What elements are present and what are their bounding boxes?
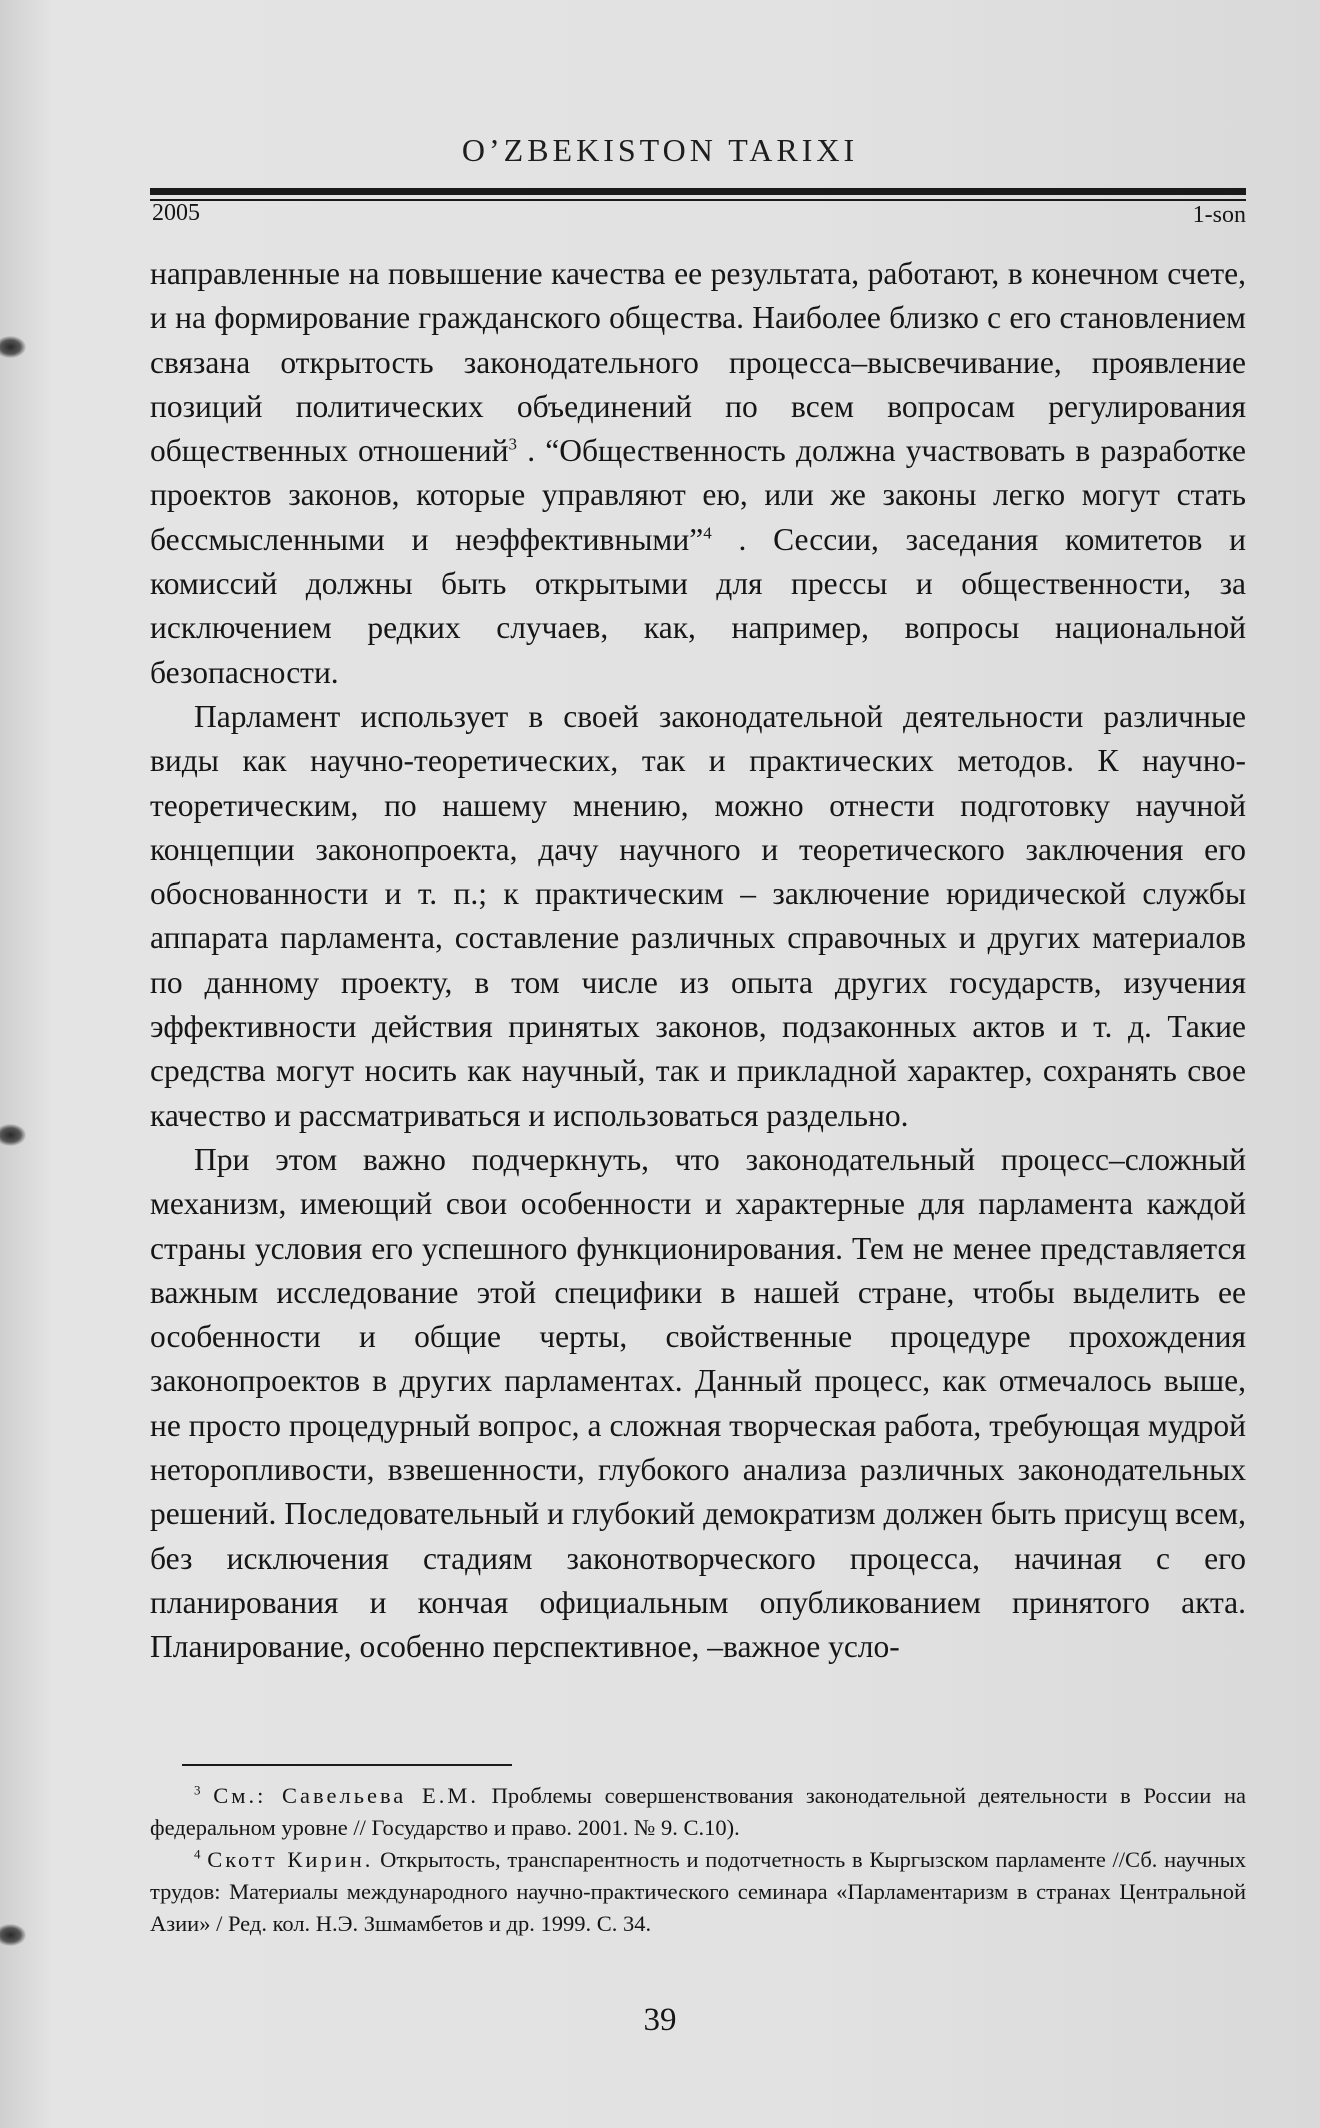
header-rule bbox=[150, 188, 1246, 195]
footnote-ref: 4 bbox=[703, 523, 712, 543]
page-number: 39 bbox=[643, 2002, 677, 2038]
footnote bbox=[150, 1780, 1246, 1844]
article-body bbox=[150, 252, 1246, 1670]
footnote-text: Открытость, транспарентность и подотчетность в Кыргызском парламенте //Сб. научных трудов: Материалы международного научно-практического семинара «Парламентаризм в странах Центральной Азии» / Ред. кол. Н.Э. Зшмамбетов и др. 1999. С. 34. bbox=[150, 1847, 1247, 1936]
paragraph: Парламент использует в своей законодательной деятельности различные виды как научно-теоретических, так и практических методов. К научно-теоретическим, по нашему мнению, можно отнести подготовку научной концепции законопроекта, дачу научного и теоретического заключения его обоснованности и т. п.; к практическим – заключение юридической службы аппарата парламента, составление различных справочных и других материалов по данному проекту, в том числе из опыта других государств, изучения эффективности действия принятых законов, подзаконных актов и т. д. Такие средства могут носить как научный, так и прикладной характер, сохранять свое качество и рассматриваться и использоваться раздельно. bbox=[150, 698, 1246, 1133]
text-run: направленные на повышение качества ее результата, работают, в конечном счете, и на формирование гражданского общества. Наиболее близко с его становлением связана открытость законодательного процесса–высвечивание, проявление позиций политических объединений по всем вопросам регулирования общественных отношений bbox=[150, 256, 1246, 469]
text-run: . “Общественность должна участвовать в разработке проектов законов, которые управляют ею, или же законы легко могут стать бессмысленными и неэффективными” bbox=[150, 433, 1246, 557]
binding-hole bbox=[0, 1924, 26, 1946]
footnote-mark: 3 bbox=[194, 1782, 201, 1798]
paragraph bbox=[150, 252, 1246, 695]
footnote bbox=[150, 1844, 1246, 1940]
binding-hole bbox=[0, 1124, 26, 1146]
footnote-author: См.: Савельева Е.М. bbox=[213, 1783, 479, 1808]
footnotes bbox=[150, 1780, 1246, 1940]
header-rule-thin bbox=[150, 199, 1246, 201]
footnote-text: Проблемы совершенствования законодательной деятельности в России на федеральном уровне // Государство и право. 2001. № 9. С.10). bbox=[150, 1783, 1246, 1840]
journal-title: O’ZBEKISTON TARIXI bbox=[461, 132, 859, 168]
footnote-separator bbox=[182, 1764, 512, 1766]
footnote-ref: 3 bbox=[508, 434, 518, 454]
binding-hole bbox=[0, 336, 26, 358]
footnote-author: Скотт Кирин. bbox=[207, 1847, 374, 1872]
issue-year: 2005 bbox=[152, 200, 200, 226]
paragraph: При этом важно подчеркнуть, что законодательный процесс–сложный механизм, имеющий свои особенности и характерные для парламента каждой страны условия его успешного функционирования. Тем не менее представляется важным исследование этой специфики в нашей стране, чтобы выделить ее особенности и общие черты, свойственные процедуре прохождения законопроектов в других парламентах. Данный процесс, как отмечалось выше, не просто процедурный вопрос, а сложная творческая работа, требующая мудрой неторопливости, взвешенности, глубокого анализа различных законодательных решений. Последовательный и глубокий демократизм должен быть присущ всем, без исключения стадиям законотворческого процесса, начиная с его планирования и кончая официальным опубликованием принятого акта. Планирование, особенно перспективное, –важное усло- bbox=[150, 1141, 1246, 1665]
text-run: . Сессии, заседания комитетов и комиссий должны быть открытыми для прессы и общественности, за исключением редких случаев, как, например, вопросы национальной безопасности. bbox=[150, 521, 1246, 690]
footnote-mark: 4 bbox=[194, 1846, 201, 1862]
issue-number: 1-son bbox=[1192, 202, 1246, 228]
